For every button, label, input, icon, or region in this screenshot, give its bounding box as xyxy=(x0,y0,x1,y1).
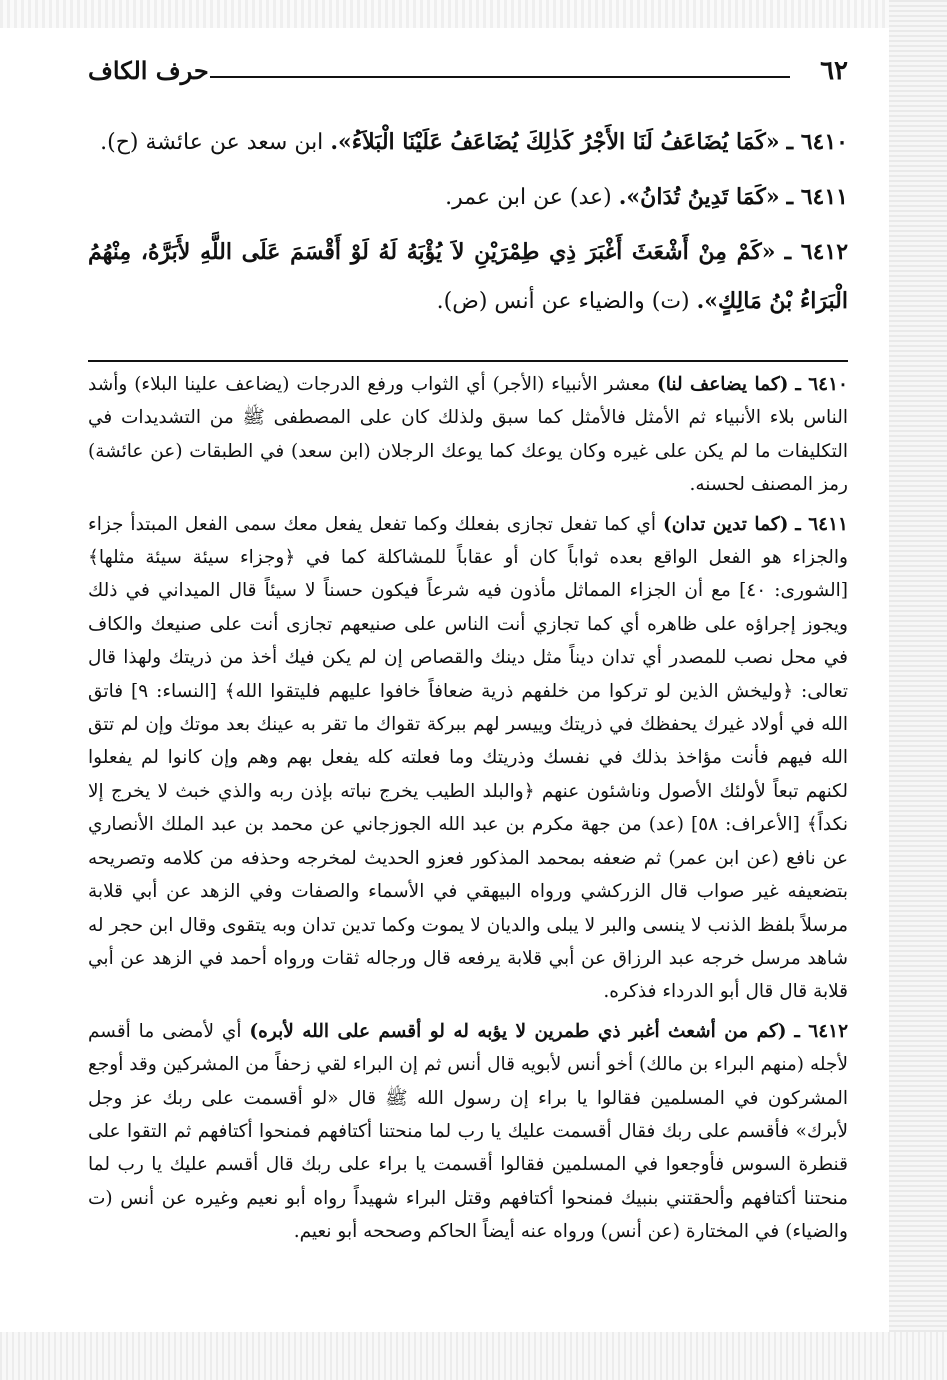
commentary-lead: (كما يضاعف لنا) xyxy=(656,374,789,395)
hadith-reference: (عد) عن ابن عمر. xyxy=(445,185,612,210)
scan-edge-top xyxy=(0,0,947,28)
hadith-section xyxy=(88,118,848,332)
hadith-reference: (ت) والضياء عن أنس (ض). xyxy=(436,289,690,314)
scan-edge-bottom xyxy=(0,1332,947,1380)
commentary-number: ٦٤١٢ ـ xyxy=(794,1020,849,1042)
hadith-6410 xyxy=(88,118,848,167)
commentary-body: معشر الأنبياء (الأجر) أي الثواب ورفع الدرجات (يضاعف علينا البلاء) وأشد الناس بلاء الأنبياء ثم الأمثل فالأمثل كما سبق ولذلك كان على المصطفى ﷺ من التشديدات في التكليفات ما لم يكن على غيره وكان يوعك كما يوعك الرجلان (ابن سعد) في الطبقات (عن عائشة) رمز المصنف لحسنه. xyxy=(88,374,848,496)
hadith-number: ٦٤١٠ ـ xyxy=(786,129,848,155)
commentary-lead: (كم من أشعث أغبر ذي طمرين لا يؤبه له لو أقسم على الله لأبره) xyxy=(249,1020,787,1042)
hadith-6411 xyxy=(88,173,848,222)
hadith-text: «كَمَا يُضَاعَفُ لَنَا الأَجْرُ كَذٰلِكَ يُضَاعَفُ عَلَيْنَا الْبَلاَءُ». xyxy=(330,129,780,155)
section-title: حرف الكاف xyxy=(88,56,209,85)
hadith-reference: ابن سعد عن عائشة (ح). xyxy=(100,130,324,155)
commentary-6412 xyxy=(88,1015,848,1249)
hadith-text: «كَمْ مِنْ أَشْعَثَ أَغْبَرَ ذِي طِمْرَيْنِ لاَ يُؤْبَهُ لَهُ لَوْ أَقْسَمَ عَلَى اللَّهِ لأَبَرَّهُ، مِنْهُمُ الْبَرَاءُ بْنُ مَالِكٍ». xyxy=(88,239,848,314)
commentary-6411 xyxy=(88,508,848,1009)
commentary-body: أي لأمضى ما أقسم لأجله (منهم البراء بن مالك) أخو أنس لأبويه قال أنس ثم إن البراء لقي زحفاً من المشركين وقد أوجع المشركون في المسلمين فقالوا يا براء إن رسول الله ﷺ قال «لو أقسمت على ربك عز وجل لأبرك» فأقسم على ربك فقال أقسمت عليك يا رب لما منحتنا أكتافهم فمنحوا أكتافهم ثم التقوا على قنطرة السوس فأوجعوا في المسلمين فقالوا أقسمت يا براء على ربك قال أقسم عليك يا رب لما منحتنا أكتافهم وألحقتني بنبيك فمنحوا أكتافهم وقتل البراء شهيداً رواه أبو نعيم وغيره عن أنس (ت والضياء) في المختارة (عن أنس) ورواه عنه أيضاً الحاكم وصححه أبو نعيم. xyxy=(88,1020,848,1243)
hadith-6412 xyxy=(88,228,848,326)
scan-edge-right xyxy=(889,0,947,1380)
commentary-number: ٦٤١١ ـ xyxy=(795,513,848,535)
hadith-number: ٦٤١١ ـ xyxy=(786,184,848,210)
section-divider xyxy=(88,360,848,362)
commentary-6410 xyxy=(88,368,848,502)
page-number: ٦٢ xyxy=(820,56,848,86)
commentary-section xyxy=(88,368,848,1255)
hadith-text: «كَمَا تَدِينُ تُدَانُ». xyxy=(618,184,780,210)
commentary-lead: (كما تدين تدان) xyxy=(662,513,789,535)
commentary-body: أي كما تفعل تجازى بفعلك وكما تفعل يفعل معك سمى الفعل المبتدأ جزاء والجزاء هو الفعل الواقع بعده ثواباً كان أو عقاباً للمشاكلة كما في ﴿وجزاء سيئة سيئة مثلها﴾ [الشورى: ٤٠] مع أن الجزاء المماثل مأذون فيه شرعاً فيكون حسناً لا سيئاً قال الميداني في ذلك ويجوز إجراؤه على ظاهره أي كما تجازي أنت الناس على صنيعهم تجازى أنت على صنيعك والكاف في محل نصب للمصدر أي تدان ديناً مثل دينك والقصاص إن لم يكن فيك أخذ من ذريتك ولهذا قال تعالى: ﴿وليخش الذين لو تركوا من خلفهم ذرية ضعافاً خافوا عليهم فليتقوا الله﴾ [النساء: ٩] فاتق الله في أولاد غيرك يحفظك في ذريتك وييسر لهم ببركة تقواك ما تقر به عينك بعد موتك وإن لم تتق الله فيهم فأنت مؤاخذ بذلك في نفسك وذريتك وما فعلته كله يفعل بهم وهم وإن كانوا لم يفعلوا لكنهم تبعاً لأولئك الأصول وناشئون عنهم ﴿والبلد الطيب يخرج نباته بإذن ربه والذي خبث لا يخرج إلا نكداً﴾ [الأعراف: ٥٨] (عد) من جهة مكرم بن عبد الله الجوزجاني عن محمد بن عبد الملك الأنصاري عن نافع (عن ابن عمر) ثم ضعفه بمحمد المذكور فعزو الحديث لمخرجه وحذفه من كلامه وتصريحه بتضعيفه غير صواب قال الزركشي ورواه البيهقي في الأسماء والصفات وفي الزهد عن أبي قلابة مرسلاً بلفظ الذنب لا ينسى والبر لا يبلى والديان لا يموت وكما تدين تدان وبه يتقوى وقال ابن حجر له شاهد مرسل خرجه عبد الرزاق عن أبي قلابة يرفعه قال ورجاله ثقات ورواه أحمد في الزهد عن أبي قلابة قال قال أبو الدرداء فذكره. xyxy=(88,513,849,1003)
commentary-number: ٦٤١٠ ـ xyxy=(795,374,848,395)
hadith-number: ٦٤١٢ ـ xyxy=(784,239,849,265)
page-header xyxy=(88,50,848,90)
header-rule xyxy=(210,76,790,78)
